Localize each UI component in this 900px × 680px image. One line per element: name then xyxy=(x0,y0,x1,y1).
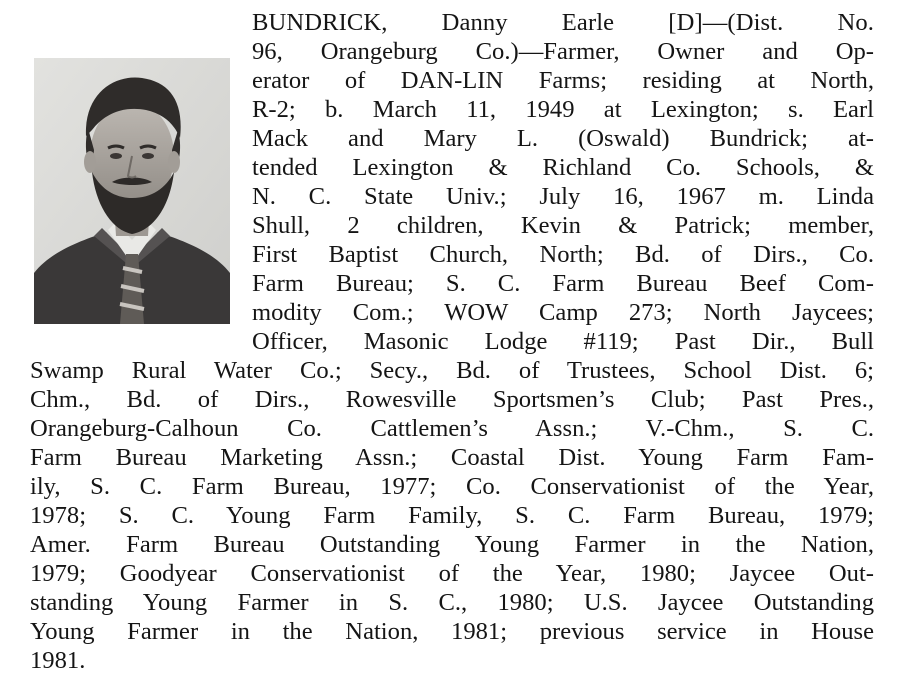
text-line-20: 1979; Goodyear Conservationist of the Year, 1980; Jaycee Out- xyxy=(30,560,874,587)
text-line-15: Orangeburg-Calhoun Co. Cattlemen’s Assn.; V.-Chm., S. C. xyxy=(30,415,874,442)
text-line-4: R-2; b. March 11, 1949 at Lexington; s. Earl xyxy=(252,96,874,123)
text-line-7: N. C. State Univ.; July 16, 1967 m. Linda xyxy=(252,183,874,210)
text-line-17: ily, S. C. Farm Bureau, 1977; Co. Conservationist of the Year, xyxy=(30,473,874,500)
text-line-8: Shull, 2 children, Kevin & Patrick; member, xyxy=(252,212,874,239)
text-line-1: BUNDRICK, Danny Earle [D]—(Dist. No. xyxy=(252,9,874,36)
text-line-12: Officer, Masonic Lodge #119; Past Dir., Bull xyxy=(252,328,874,355)
text-line-9: First Baptist Church, North; Bd. of Dirs., Co. xyxy=(252,241,874,268)
text-line-13: Swamp Rural Water Co.; Secy., Bd. of Trustees, School Dist. 6; xyxy=(30,357,874,384)
text-line-22: Young Farmer in the Nation, 1981; previous service in House xyxy=(30,618,874,645)
text-line-14: Chm., Bd. of Dirs., Rowesville Sportsmen’s Club; Past Pres., xyxy=(30,386,874,413)
text-line-16: Farm Bureau Marketing Assn.; Coastal Dist. Young Farm Fam- xyxy=(30,444,874,471)
text-line-6: tended Lexington & Richland Co. Schools, & xyxy=(252,154,874,181)
text-line-2: 96, Orangeburg Co.)—Farmer, Owner and Op- xyxy=(252,38,874,65)
text-line-23: 1981. xyxy=(30,647,86,674)
text-line-21: standing Young Farmer in S. C., 1980; U.S. Jaycee Outstanding xyxy=(30,589,874,616)
text-line-5: Mack and Mary L. (Oswald) Bundrick; at- xyxy=(252,125,874,152)
text-line-11: modity Com.; WOW Camp 273; North Jaycees; xyxy=(252,299,874,326)
text-line-18: 1978; S. C. Young Farm Family, S. C. Farm Bureau, 1979; xyxy=(30,502,874,529)
text-line-19: Amer. Farm Bureau Outstanding Young Farmer in the Nation, xyxy=(30,531,874,558)
text-line-10: Farm Bureau; S. C. Farm Bureau Beef Com- xyxy=(252,270,874,297)
portrait-photo xyxy=(34,58,230,324)
text-line-3: erator of DAN-LIN Farms; residing at North, xyxy=(252,67,874,94)
